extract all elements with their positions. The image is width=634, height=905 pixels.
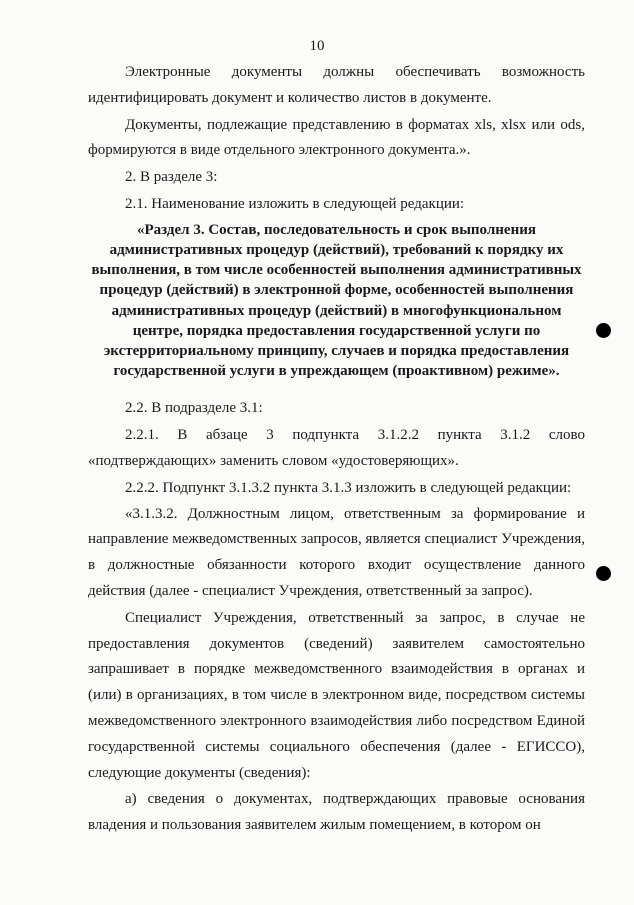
paragraph-1: Электронные документы должны обеспечивать возможность идентифицировать документ и количество листов в документе. bbox=[88, 64, 585, 106]
paragraph-7: 2.2.2. Подпункт 3.1.3.2 пункта 3.1.3 изложить в следующей редакции: bbox=[125, 479, 572, 496]
paragraph-2: Документы, подлежащие представлению в форматах xls, xlsx или ods, формируются в виде отдельного электронного документа.». bbox=[88, 116, 585, 159]
section-heading bbox=[88, 220, 585, 382]
paragraph-9: Специалист Учреждения, ответственный за запрос, в случае не предоставления документов (сведений) заявителем самостоятельно запрашивает в порядке межведомственного взаимодействия в органах и (или) в организациях, в том числе в электронном виде, посредством системы межведомственного электронного взаимодействия либо посредством Единой государственной системы социального обеспечения (далее - ЕГИССО), следующие документы (сведения): bbox=[88, 609, 585, 781]
heading-line: экстерриториальному принципу, случаев и порядка предоставления bbox=[103, 343, 570, 359]
paragraph-3: 2. В разделе 3: bbox=[125, 169, 218, 186]
heading-line: государственной услуги в упреждающем (проактивном) режиме». bbox=[113, 363, 560, 380]
paragraph-6: 2.2.1. В абзаце 3 подпункта 3.1.2.2 пункта 3.1.2 слово «подтверждающих» заменить словом «удостоверяющих». bbox=[88, 427, 585, 469]
heading-line: процедур (действий) в электронной форме, особенностей выполнения bbox=[99, 282, 574, 299]
document-body bbox=[88, 60, 585, 839]
heading-line: выполнения, в том числе особенностей выполнения административных bbox=[91, 262, 582, 279]
paragraph-5: 2.2. В подразделе 3.1: bbox=[125, 400, 263, 417]
paragraph-10: а) сведения о документах, подтверждающих правовые основания владения и пользования заявителем жилым помещением, в котором он bbox=[88, 791, 585, 834]
page-number: 10 bbox=[309, 38, 325, 54]
paragraph-8: «3.1.3.2. Должностным лицом, ответственным за формирование и направление межведомственных запросов, является специалист Учреждения, в должностные обязанности которого входит осуществление данного действия (далее - специалист Учреждения, ответственный за запрос). bbox=[88, 505, 585, 599]
heading-line: административных процедур (действий), требований к порядку их bbox=[109, 241, 564, 258]
binder-hole-mark bbox=[596, 566, 611, 581]
heading-line: «Раздел 3. Состав, последовательность и срок выполнения bbox=[137, 221, 536, 238]
heading-line: центре, порядка предоставления государственной услуги по bbox=[132, 322, 541, 339]
binder-hole-mark bbox=[596, 323, 611, 338]
heading-line: административных процедур (действий) в многофункциональном bbox=[111, 302, 562, 319]
paragraph-4: 2.1. Наименование изложить в следующей редакции: bbox=[125, 195, 465, 212]
